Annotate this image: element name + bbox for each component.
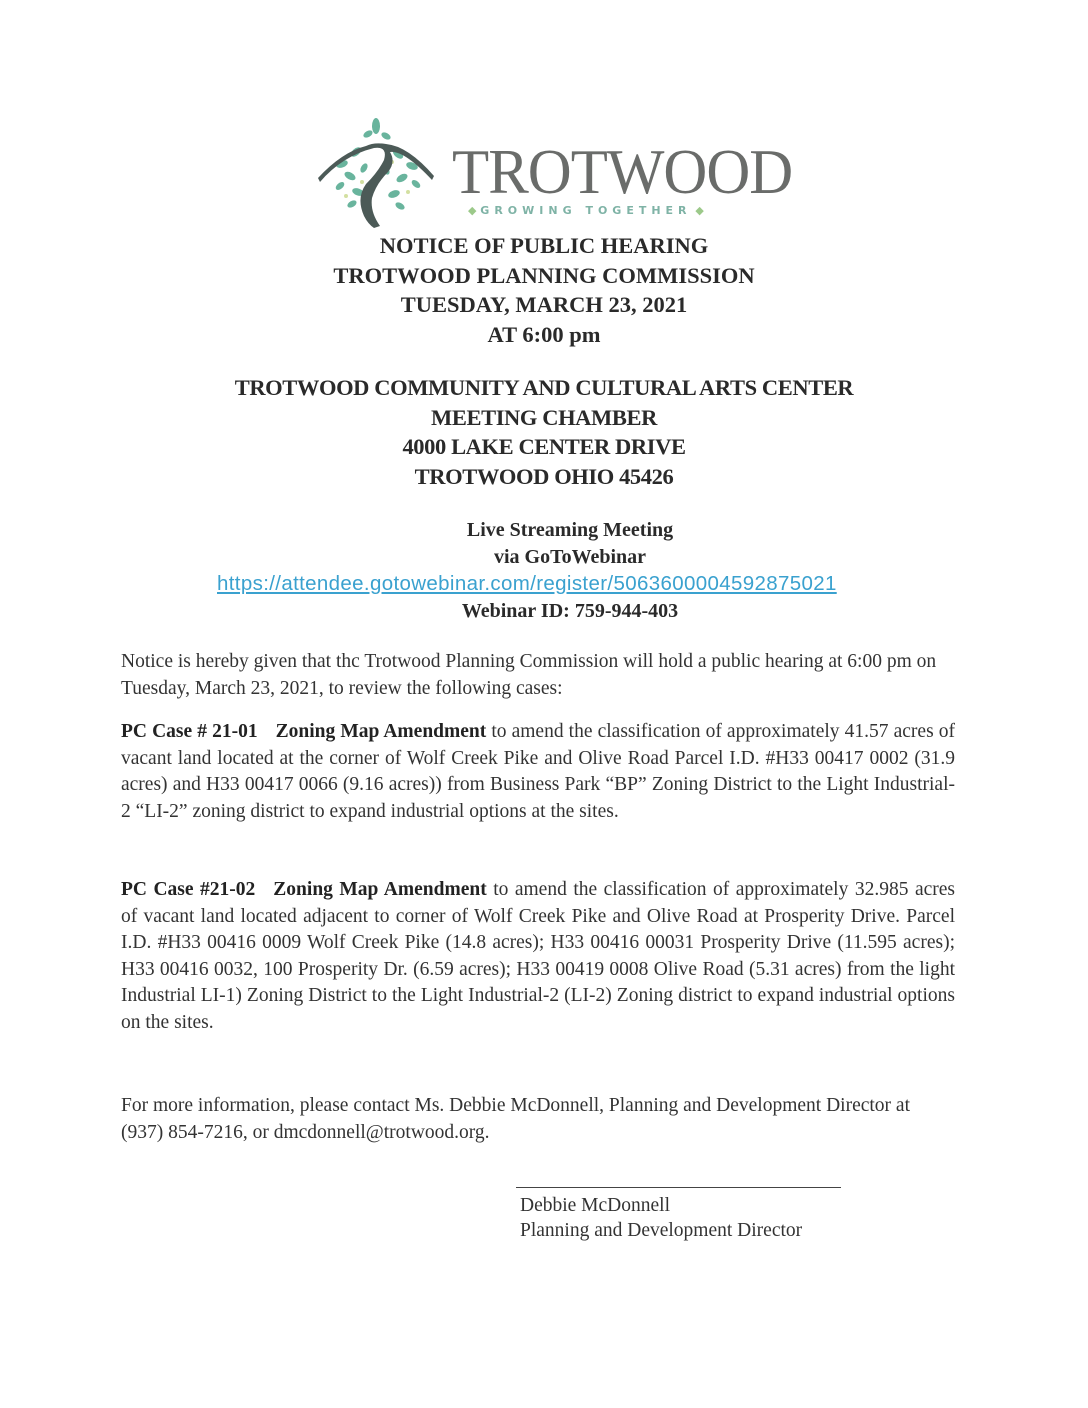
case-label: PC Case # 21-01: [121, 721, 258, 742]
venue-block: [0, 373, 1088, 491]
stream-title: Live Streaming Meeting: [466, 519, 674, 541]
heading-line: NOTICE OF PUBLIC HEARING: [379, 233, 709, 258]
signature-line: [516, 1187, 841, 1188]
logo-tagline: ◆ GROWING TOGETHER ◆: [468, 204, 704, 217]
intro-paragraph: Notice is hereby given that thc Trotwood Planning Commission will hold a public hearing at 6:00 pm on Tuesday, March 23, 2021, to review the following cases:: [121, 651, 937, 699]
venue-line: TROTWOOD COMMUNITY AND CULTURAL ARTS CENTER: [234, 375, 854, 400]
logo-wordmark: TROTWOOD: [452, 136, 793, 207]
webinar-id: Webinar ID: 759-944-403: [461, 600, 679, 622]
case-text: to amend the classification of approximately 32.985 acres of vacant land located adjacent to corner of Wolf Creek Pike and Olive Road at Prosperity Drive. Parcel I.D. #H33 00416 0009 Wolf Creek Pike (14.8 acres); H33 00416 00031 Prosperity Drive (11.595 acres); H33 00416 0032, 100 Prosperity Dr. (6.59 acres); H33 00419 0008 Olive Road (5.31 acres) from the light Industrial LI-1) Zoning District to the Light Industrial-2 (LI-2) Zoning district to expand industrial options on the sites.: [121, 879, 955, 1033]
notice-heading: [0, 231, 1088, 349]
contact-paragraph: For more information, please contact Ms. Debbie McDonnell, Planning and Development Director at (937) 854-7216, or dmcdonnell@trotwood.org.: [121, 1095, 910, 1143]
case-paragraph: [121, 719, 955, 825]
trotwood-logo: [312, 112, 793, 232]
webinar-register-link[interactable]: https://attendee.gotowebinar.com/register/5063600004592875021: [217, 572, 837, 595]
signature-name: Debbie McDonnell: [520, 1195, 671, 1216]
heading-line: AT 6:00 pm: [487, 321, 601, 347]
case-label: PC Case #21-02: [121, 879, 256, 900]
venue-line: 4000 LAKE CENTER DRIVE: [402, 434, 686, 459]
tree-logo-icon: [312, 112, 440, 230]
heading-line: TROTWOOD PLANNING COMMISSION: [333, 262, 755, 288]
case-title: Zoning Map Amendment: [275, 721, 487, 742]
bullet-icon: ◆: [691, 204, 704, 217]
case-text: to amend the classification of approximately 41.57 acres of vacant land located at the corner of Wolf Creek Pike and Olive Road Parcel I.D. #H33 00417 0002 (31.9 acres) and H33 00417 0066 (9.16 acres)) from Business Park “BP” Zoning District to the Light Industrial-2 “LI-2” zoning district to expand industrial options at the sites.: [121, 721, 955, 822]
venue-line: TROTWOOD OHIO 45426: [414, 463, 674, 489]
heading-line: TUESDAY, MARCH 23, 2021: [400, 292, 688, 317]
signature-title: Planning and Development Director: [520, 1220, 803, 1241]
bullet-icon: ◆: [468, 204, 481, 217]
stream-platform: via GoToWebinar: [493, 546, 647, 568]
venue-line: MEETING CHAMBER: [431, 404, 657, 430]
case-title: Zoning Map Amendment: [273, 879, 487, 900]
case-paragraph: [121, 877, 955, 1036]
